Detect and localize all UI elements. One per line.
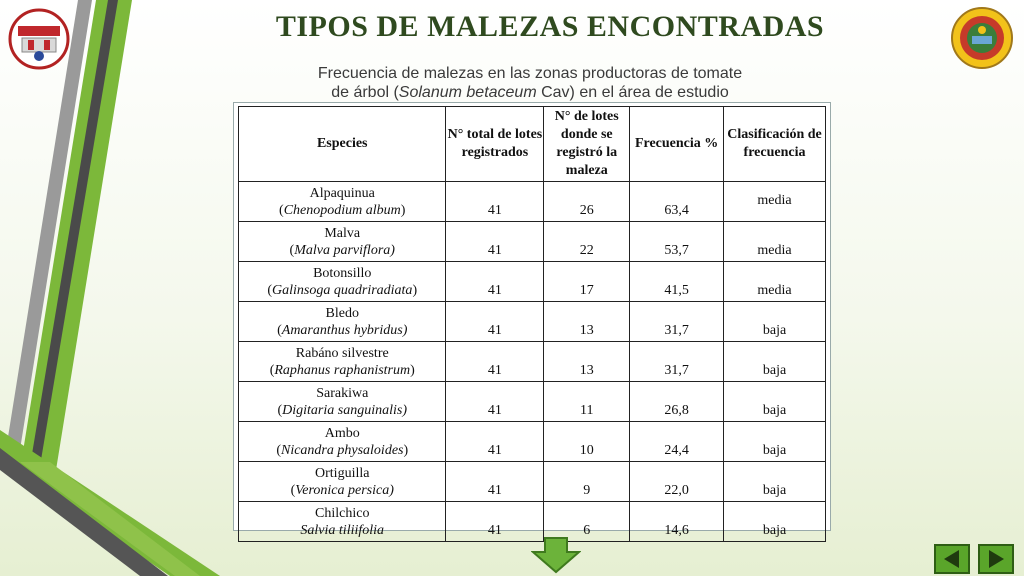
table-row (239, 422, 826, 462)
lotes-maleza-cell: 13 (544, 342, 630, 382)
weed-frequency-table (238, 106, 826, 542)
frecuencia-cell: 14,6 (630, 502, 724, 542)
total-lotes-cell: 41 (446, 502, 544, 542)
total-lotes-cell: 41 (446, 182, 544, 222)
table-caption (270, 64, 790, 102)
lotes-maleza-cell: 9 (544, 462, 630, 502)
species-cell (239, 422, 446, 462)
table-row (239, 382, 826, 422)
header-total-lotes: N° total de lotes registrados (446, 107, 544, 182)
caption-line-2: de árbol (Solanum betaceum Cav) en el área de estudio (331, 84, 729, 101)
decorative-stripes (0, 0, 260, 576)
clasificacion-cell: baja (724, 462, 826, 502)
species-scientific-name: Salvia tiliifolia (300, 522, 385, 538)
table-row (239, 342, 826, 382)
lotes-maleza-cell: 26 (544, 182, 630, 222)
species-cell (239, 222, 446, 262)
species-common-name: Rabáno silvestre (295, 345, 389, 361)
lotes-maleza-cell: 13 (544, 302, 630, 342)
clasificacion-cell: media (724, 182, 826, 222)
clasificacion-cell: media (724, 262, 826, 302)
total-lotes-cell: 41 (446, 462, 544, 502)
total-lotes-cell: 41 (446, 262, 544, 302)
table-row (239, 182, 826, 222)
arrow-right-icon[interactable] (978, 544, 1014, 574)
species-cell (239, 262, 446, 302)
clasificacion-cell: baja (724, 422, 826, 462)
table-row (239, 262, 826, 302)
table-row (239, 462, 826, 502)
header-frecuencia: Frecuencia % (630, 107, 724, 182)
header-lotes-maleza: N° de lotes donde se registró la maleza (544, 107, 630, 182)
page-title: TIPOS DE MALEZAS ENCONTRADAS (275, 10, 825, 43)
clasificacion-cell: baja (724, 502, 826, 542)
species-common-name: Sarakiwa (316, 385, 369, 401)
species-cell (239, 182, 446, 222)
total-lotes-cell: 41 (446, 302, 544, 342)
species-cell (239, 462, 446, 502)
table-row (239, 302, 826, 342)
header-especies: Especies (239, 107, 446, 182)
header-clasificacion: Clasificación de frecuencia (724, 107, 826, 182)
species-cell (239, 382, 446, 422)
frecuencia-cell: 31,7 (630, 342, 724, 382)
species-cell (239, 502, 446, 542)
species-common-name: Alpaquinua (309, 185, 375, 201)
total-lotes-cell: 41 (446, 382, 544, 422)
table-header-row (239, 107, 826, 182)
total-lotes-cell: 41 (446, 222, 544, 262)
species-scientific-name: (Galinsoga quadriradiata) (267, 282, 418, 298)
arrow-down-icon[interactable] (531, 536, 581, 574)
species-scientific-name: (Nicandra physaloides) (276, 442, 409, 458)
lotes-maleza-cell: 11 (544, 382, 630, 422)
clasificacion-cell: baja (724, 302, 826, 342)
species-common-name: Malva (324, 225, 361, 241)
species-scientific-name: (Digitaria sanguinalis) (277, 402, 407, 418)
total-lotes-cell: 41 (446, 342, 544, 382)
species-cell (239, 342, 446, 382)
species-common-name: Ortiguilla (315, 465, 370, 481)
clasificacion-cell: baja (724, 342, 826, 382)
species-common-name: Bledo (325, 305, 359, 321)
species-scientific-name: (Amaranthus hybridus) (277, 322, 408, 338)
caption-line-1: Frecuencia de malezas en las zonas productoras de tomate (317, 65, 743, 82)
faculty-seal-icon (950, 6, 1014, 70)
species-common-name: Chilchico (315, 505, 370, 521)
clasificacion-cell: media (724, 222, 826, 262)
university-logo-icon (8, 8, 70, 70)
species-scientific-name: (Malva parviflora) (289, 242, 395, 258)
frecuencia-cell: 63,4 (630, 182, 724, 222)
species-scientific-name: (Veronica persica) (290, 482, 394, 498)
species-scientific-name: (Chenopodium album) (279, 202, 406, 218)
frecuencia-cell: 24,4 (630, 422, 724, 462)
species-scientific-name: (Raphanus raphanistrum) (269, 362, 415, 378)
lotes-maleza-cell: 17 (544, 262, 630, 302)
frecuencia-cell: 53,7 (630, 222, 724, 262)
weed-frequency-table-card (233, 102, 831, 538)
frecuencia-cell: 41,5 (630, 262, 724, 302)
arrow-left-icon[interactable] (934, 544, 970, 574)
clasificacion-cell: baja (724, 382, 826, 422)
frecuencia-cell: 26,8 (630, 382, 724, 422)
lotes-maleza-cell: 22 (544, 222, 630, 262)
frecuencia-cell: 22,0 (630, 462, 724, 502)
table-row (239, 222, 826, 262)
species-cell (239, 302, 446, 342)
total-lotes-cell: 41 (446, 422, 544, 462)
frecuencia-cell: 31,7 (630, 302, 724, 342)
lotes-maleza-cell: 10 (544, 422, 630, 462)
species-common-name: Ambo (324, 425, 360, 441)
species-common-name: Botonsillo (313, 265, 372, 281)
lotes-maleza-cell: 6 (544, 502, 630, 542)
